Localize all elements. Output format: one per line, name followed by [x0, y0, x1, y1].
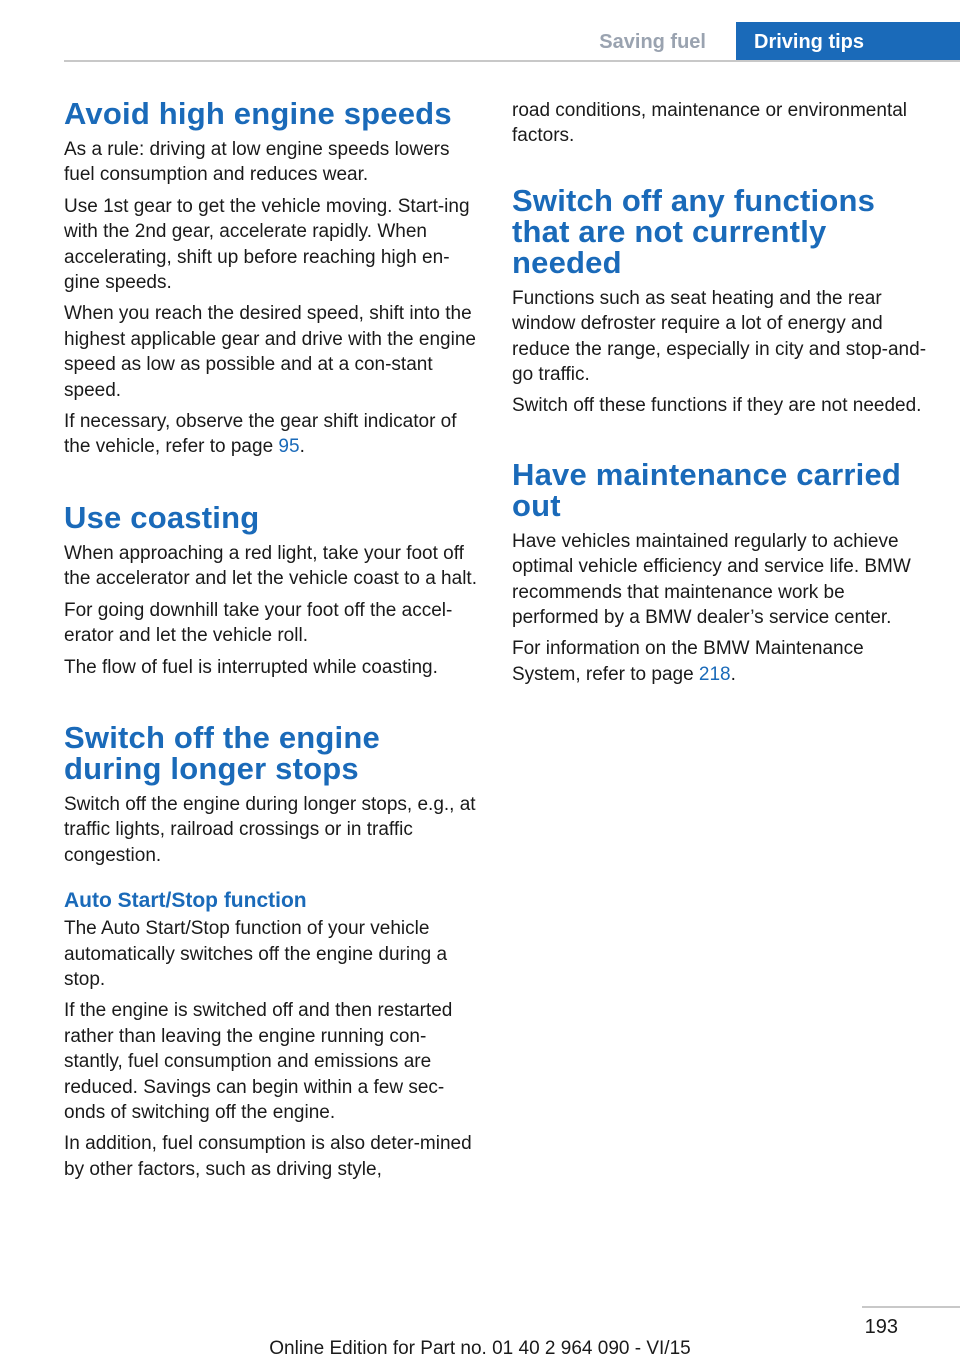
paragraph-text: If necessary, observe the gear shift indicator of the vehicle, refer to page: [64, 411, 457, 458]
paragraph: Switch off the engine during longer stops, e.g., at traffic lights, railroad crossings or in traffic congestion.: [64, 793, 476, 866]
paragraph: In addition, fuel consumption is also deter‐mined by other factors, such as driving style,: [64, 1133, 472, 1180]
paragraph-with-link: [64, 409, 480, 460]
heading-have-maintenance: Have maintenance carried out: [512, 456, 902, 523]
paragraph-text: .: [299, 436, 305, 458]
paragraph: Have vehicles maintained regularly to achieve optimal vehicle efficiency and service life. BMW recommends that maintenance work be performed by a BMW dealer’s service center.: [512, 530, 911, 629]
paragraph: Use 1st gear to get the vehicle moving. Start‐ing with the 2nd gear, accelerate rapidly. When accelerating, shift up before reaching high en‐gine speeds.: [64, 195, 470, 294]
right-column: [512, 98, 932, 693]
paragraph-text: For information on the BMW Maintenance System, refer to page: [512, 638, 864, 685]
header-rule: [64, 60, 960, 62]
section-tab[interactable]: Saving fuel: [599, 31, 706, 53]
left-column: [64, 98, 480, 1188]
paragraph: road conditions, maintenance or environmental factors.: [512, 100, 908, 147]
paragraph: As a rule: driving at low engine speeds lowers fuel consumption and reduces wear.: [64, 139, 450, 186]
page-link-218[interactable]: 218: [698, 663, 731, 685]
page-link-95[interactable]: 95: [278, 436, 300, 458]
chapter-tab[interactable]: Driving tips: [736, 22, 960, 62]
paragraph: When approaching a red light, take your foot off the accelerator and let the vehicle coast to a halt.: [64, 542, 477, 590]
heading-switch-off-functions: Switch off any functions that are not currently needed: [512, 182, 876, 280]
paragraph: The Auto Start/Stop function of your vehicle automatically switches off the engine during a stop.: [64, 918, 448, 990]
paragraph: If the engine is switched off and then restarted rather than leaving the engine running con‐stantly, fuel consumption and emissions are reduced. Savings can begin within a few sec‐onds of switching off the engine.: [64, 1000, 453, 1123]
paragraph-text: .: [730, 663, 736, 685]
edition-footer: Online Edition for Part no. 01 40 2 964 090 - VI/15: [269, 1338, 691, 1359]
subheading-auto-start-stop: Auto Start/Stop function: [64, 889, 307, 913]
footer-rule: [862, 1306, 960, 1308]
paragraph: When you reach the desired speed, shift into the highest applicable gear and drive with the engine speed as low as possible and at a con‐stant speed.: [64, 303, 476, 401]
heading-switch-off-engine: Switch off the engine during longer stops: [64, 719, 380, 786]
heading-avoid-high-engine-speeds: Avoid high engine speeds: [64, 96, 452, 131]
paragraph: For going downhill take your foot off the accel‐erator and let the vehicle roll.: [64, 599, 453, 647]
page-number: 193: [864, 1316, 898, 1338]
paragraph-with-link: [512, 636, 932, 687]
paragraph: Functions such as seat heating and the rear window defroster require a lot of energy and reduce the range, especially in city and stop-and-go traffic.: [512, 287, 927, 386]
heading-use-coasting: Use coasting: [64, 499, 260, 535]
page-header: [0, 0, 960, 64]
paragraph: The flow of fuel is interrupted while coasting.: [64, 656, 438, 678]
paragraph: Switch off these functions if they are not needed.: [512, 395, 922, 417]
